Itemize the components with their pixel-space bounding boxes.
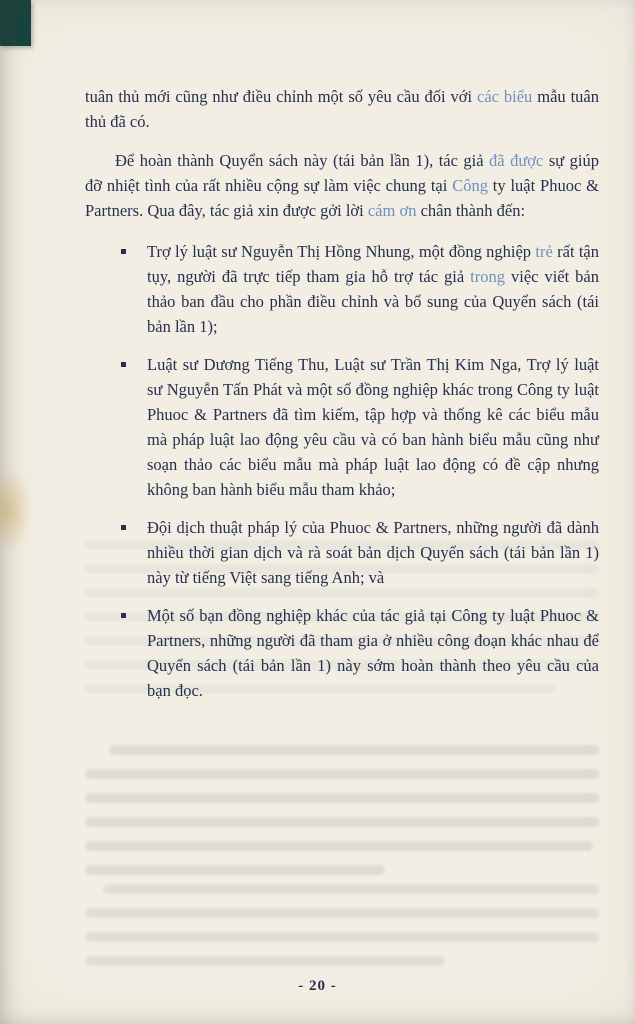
bleed-line — [85, 908, 599, 918]
bleed-line — [85, 841, 593, 851]
bullet-square-icon — [121, 613, 126, 618]
bleed-line — [85, 793, 599, 803]
page-corner-decoration — [0, 0, 31, 46]
text-segment: mẫu tuân thủ đã có. — [85, 87, 599, 131]
text-segment: Trợ lý luật sư Nguyễn Thị Hồng Nhung, một đồng nghiệp — [147, 242, 536, 261]
text-segment: việc viết bản thảo ban đầu cho phần điều chỉnh và bổ sung của Quyển sách (tái bản lần 1); — [147, 267, 599, 336]
bleed-line — [109, 745, 599, 755]
text-segment: ty luật Phuoc & Partners. Qua đây, tác giả xin được gởi lời — [85, 176, 599, 220]
bleed-line — [85, 956, 445, 966]
text-segment: Đội dịch thuật pháp lý của Phuoc & Partners, những người đã dành nhiều thời gian dịch và rà soát bản dịch Quyển sách (tái bản lần 1) này từ tiếng Việt sang tiếng Anh; và — [147, 518, 599, 587]
faded-text-segment: các biểu — [477, 87, 533, 106]
paragraph-acknowledgement-intro — [85, 148, 599, 223]
text-segment: chân thành đến: — [416, 201, 526, 220]
text-segment: Luật sư Dương Tiếng Thu, Luật sư Trần Thị Kim Nga, Trợ lý luật sư Nguyễn Tấn Phát và một số đồng nghiệp khác trong Công ty luật Phuoc & Partners đã tìm kiếm, tập hợp và thống kê các biểu mẫu mà pháp luật lao động yêu cầu và có ban hành biểu mẫu cũng như soạn thảo các biểu mẫu mà pháp luật lao động có đề cập nhưng không ban hành biểu mẫu tham khảo; — [147, 355, 599, 499]
faded-text-segment: trẻ — [535, 242, 553, 261]
acknowledgement-list — [85, 239, 599, 703]
list-item-text — [147, 355, 599, 499]
list-item-text — [147, 518, 599, 587]
bleed-line — [85, 932, 599, 942]
bleed-line — [85, 769, 599, 779]
text-segment: tuân thủ mới cũng như điều chỉnh một số yêu cầu đối với — [85, 87, 477, 106]
list-item — [85, 515, 599, 590]
text-segment: Để hoàn thành Quyển sách này (tái bản lần 1), tác giả — [115, 151, 490, 170]
paragraph-continuation — [85, 84, 599, 134]
faded-text-segment: đã được — [489, 151, 544, 170]
text-segment: sự giúp đỡ nhiệt tình của rất nhiều cộng sự làm việc chung tại — [85, 151, 599, 195]
list-item — [85, 603, 599, 703]
bleed-line — [85, 817, 599, 827]
bleed-line — [103, 884, 599, 894]
list-item-text — [147, 242, 599, 336]
text-segment: rất tận tụy, người đã trực tiếp tham gia hỗ trợ tác giả — [147, 242, 600, 286]
list-item — [85, 239, 599, 339]
page-content — [85, 84, 599, 716]
text-segment: Một số bạn đồng nghiệp khác của tác giả tại Công ty luật Phuoc & Partners, những người đã tham gia ở nhiều công đoạn khác nhau để Quyển sách (tái bản lần 1) này sớm hoàn thành theo yêu cầu của bạn đọc. — [147, 606, 599, 700]
bleed-line — [85, 865, 385, 875]
page-stain — [0, 468, 32, 552]
page-number: - 20 - — [298, 978, 337, 994]
faded-text-segment: trong — [470, 267, 506, 286]
faded-text-segment: Công — [452, 176, 488, 195]
list-item — [85, 352, 599, 502]
list-item-text — [147, 606, 599, 700]
bullet-square-icon — [121, 362, 126, 367]
bullet-square-icon — [121, 249, 126, 254]
faded-text-segment: cám ơn — [367, 201, 417, 220]
bullet-square-icon — [121, 525, 126, 530]
